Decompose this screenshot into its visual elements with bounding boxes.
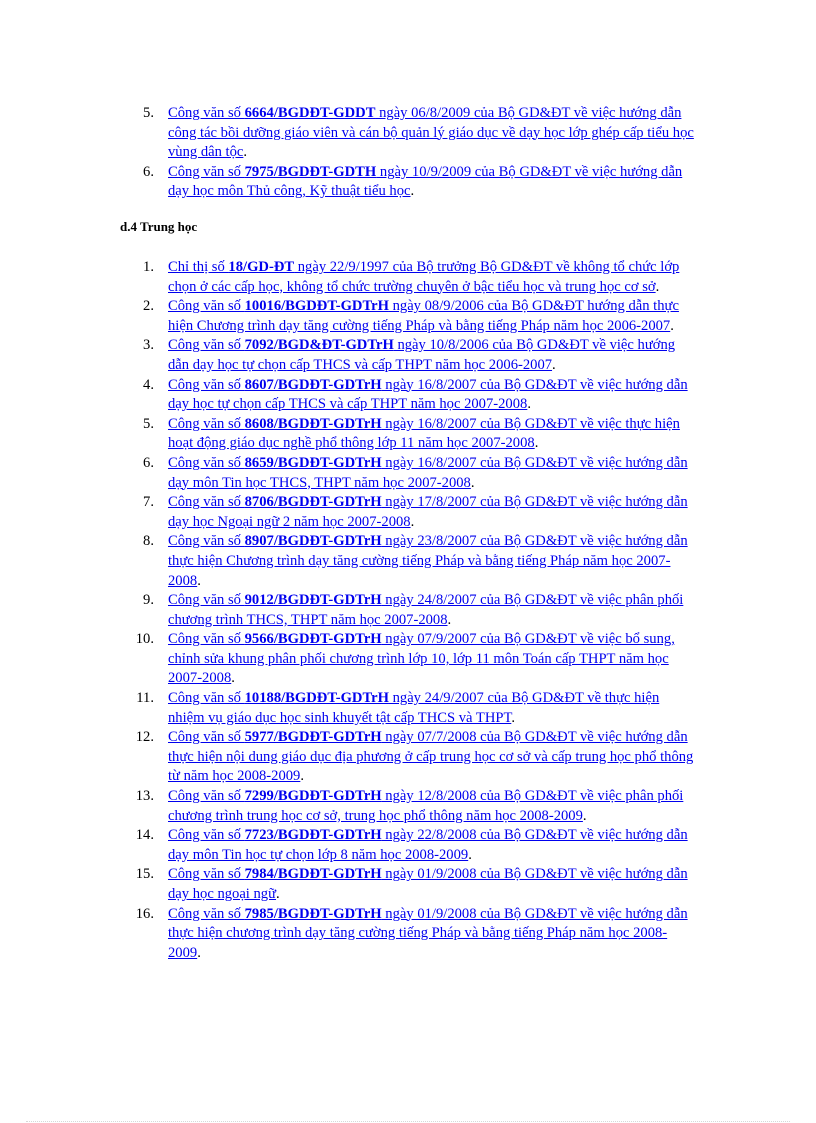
link-prefix: Công văn số xyxy=(168,298,245,315)
document-link[interactable] xyxy=(168,533,688,588)
list-item-number: 4. xyxy=(143,376,154,393)
item-terminator: . xyxy=(527,396,531,413)
document-link[interactable] xyxy=(168,788,683,824)
link-description: ngày 10/9/2009 của Bộ GD&ĐT về việc hướng dẫn dạy học môn Thủ công, Kỹ thuật tiểu học xyxy=(168,163,683,200)
link-description: ngày 10/8/2006 của Bộ GD&ĐT về việc hướng dẫn dạy học tự chọn cấp THCS và cấp THPT năm học 2006-2007 xyxy=(168,337,676,373)
list-item-number: 8. xyxy=(143,533,154,550)
link-description: ngày 07/9/2007 của Bộ GD&ĐT về việc bổ sung, chỉnh sửa khung phân phối chương trình lớp 10, lớp 11 môn Toán cấp THPT năm học 2007-2008 xyxy=(168,631,675,687)
link-prefix: Công văn số xyxy=(168,788,245,805)
item-terminator: . xyxy=(243,144,248,161)
link-prefix: Chỉ thị số xyxy=(168,259,229,275)
list-item-number: 1. xyxy=(143,259,154,275)
list-item xyxy=(0,104,816,163)
link-prefix: Công văn số xyxy=(168,533,245,550)
document-code: 8907/BGDĐT-GDTrH xyxy=(244,533,382,550)
document-code: 7985/BGDĐT-GDTrH xyxy=(244,905,382,922)
link-description: ngày 01/9/2008 của Bộ GD&ĐT về việc hướng dẫn thực hiện chương trình dạy tăng cường tiếng Pháp và bằng tiếng Pháp năm học 2008-2009 xyxy=(168,905,688,961)
item-terminator: . xyxy=(468,846,472,863)
list-primary-education xyxy=(0,104,816,202)
list-item-number: 5. xyxy=(143,415,154,432)
document-link[interactable] xyxy=(168,455,688,491)
list-item xyxy=(0,297,816,336)
item-terminator: . xyxy=(410,513,415,530)
item-terminator: . xyxy=(447,611,452,628)
list-item xyxy=(0,630,816,689)
list-item xyxy=(0,826,816,865)
link-description: ngày 17/8/2007 của Bộ GD&ĐT về việc hướng dẫn dạy học Ngoại ngữ 2 năm học 2007-2008 xyxy=(168,494,688,530)
link-description: ngày 08/9/2006 của Bộ GD&ĐT hướng dẫn thực hiện Chương trình dạy tăng cường tiếng Pháp và bằng tiếng Pháp năm học 2006-2007 xyxy=(168,298,679,334)
page-bottom-divider xyxy=(26,1121,790,1122)
link-description: ngày 23/8/2007 của Bộ GD&ĐT về việc hướng dẫn thực hiện Chương trình dạy tăng cường tiếng Pháp và bằng tiếng Pháp năm học 2007-2008 xyxy=(168,533,688,589)
document-link[interactable] xyxy=(168,416,680,452)
item-terminator: . xyxy=(552,356,556,373)
document-link[interactable] xyxy=(168,690,659,726)
document-code: 7092/BGD&ĐT-GDTrH xyxy=(244,337,394,354)
list-item xyxy=(0,865,816,904)
list-item-number: 6. xyxy=(143,163,154,180)
item-terminator: . xyxy=(655,278,660,295)
document-link[interactable] xyxy=(168,377,688,413)
link-prefix: Công văn số xyxy=(168,729,245,746)
document-link[interactable] xyxy=(168,827,688,863)
link-prefix: Công văn số xyxy=(168,494,245,511)
link-prefix: Công văn số xyxy=(168,163,245,180)
item-terminator: . xyxy=(231,670,235,687)
list-item-number: 5. xyxy=(143,105,154,121)
list-item-number: 9. xyxy=(143,592,154,609)
document-link[interactable] xyxy=(168,337,675,373)
item-terminator: . xyxy=(276,886,280,902)
list-item xyxy=(0,787,816,826)
document-code: 6664/BGDĐT-GDDT xyxy=(244,105,376,121)
list-item-number: 11. xyxy=(136,690,154,707)
link-prefix: Công văn số xyxy=(168,905,245,922)
link-description: ngày 06/8/2009 của Bộ GD&ĐT về việc hướng dẫn công tác bồi dưỡng giáo viên và cán bộ quản lý giáo dục về dạy học lớp ghép cấp tiểu học vùng dân tộc xyxy=(168,105,694,161)
link-description: ngày 12/8/2008 của Bộ GD&ĐT về việc phân phối chương trình trung học cơ sở, trung học phổ thông năm học 2008-2009 xyxy=(168,788,684,824)
list-item-number: 7. xyxy=(143,494,154,511)
section-heading: d.4 Trung học xyxy=(120,219,198,234)
list-item-number: 3. xyxy=(143,337,154,354)
document-code: 8607/BGDĐT-GDTrH xyxy=(244,376,382,393)
link-description: ngày 22/8/2008 của Bộ GD&ĐT về việc hướng dẫn dạy môn Tin học tự chọn lớp 8 năm học 2008-2009 xyxy=(168,827,688,863)
list-item xyxy=(0,415,816,454)
list-item xyxy=(0,163,816,202)
link-prefix: Công văn số xyxy=(168,415,245,432)
list-item xyxy=(0,493,816,532)
item-terminator: . xyxy=(582,807,587,824)
list-item xyxy=(0,591,816,630)
link-prefix: Công văn số xyxy=(168,376,245,393)
document-code: 8706/BGDĐT-GDTrH xyxy=(244,494,382,511)
list-item xyxy=(0,905,816,964)
document-link[interactable] xyxy=(168,906,688,961)
list-secondary-education xyxy=(0,258,816,963)
list-item-number: 10. xyxy=(135,631,154,648)
item-terminator: . xyxy=(470,474,475,491)
document-link[interactable] xyxy=(168,866,688,902)
list-item xyxy=(0,689,816,728)
list-item xyxy=(0,728,816,787)
link-prefix: Công văn số xyxy=(168,827,245,844)
list-item xyxy=(0,258,816,297)
link-description: ngày 24/9/2007 của Bộ GD&ĐT về thực hiện nhiệm vụ giáo dục học sinh khuyết tật cấp THCS và THPT xyxy=(168,690,660,726)
list-item xyxy=(0,376,816,415)
link-prefix: Công văn số xyxy=(168,866,245,883)
document-link[interactable] xyxy=(168,298,679,334)
document-code: 5977/BGDĐT-GDTrH xyxy=(244,729,382,746)
link-prefix: Công văn số xyxy=(168,592,245,609)
document-link[interactable] xyxy=(168,494,688,530)
document-link[interactable] xyxy=(168,259,679,295)
document-code: 18/GD-ĐT xyxy=(228,259,295,275)
item-terminator: . xyxy=(197,572,201,589)
document-link[interactable] xyxy=(168,592,683,628)
list-item-number: 6. xyxy=(143,454,154,471)
link-description: ngày 16/8/2007 của Bộ GD&ĐT về việc hướng dẫn dạy môn Tin học THCS, THPT năm học 2007-2008 xyxy=(168,454,688,491)
list-item-number: 12. xyxy=(135,729,154,746)
link-prefix: Công văn số xyxy=(168,690,245,707)
link-description: ngày 22/9/1997 của Bộ trưởng Bộ GD&ĐT về không tổ chức lớp chọn ở các cấp học, không tổ chức trường chuyên ở bậc tiểu học và trung học cơ sở xyxy=(168,259,680,295)
link-description: ngày 16/8/2007 của Bộ GD&ĐT về việc hướng dẫn dạy học tự chọn cấp THCS và cấp THPT năm học 2007-2008 xyxy=(168,376,688,413)
link-prefix: Công văn số xyxy=(168,631,245,648)
document-code: 9012/BGDĐT-GDTrH xyxy=(244,592,382,609)
list-item-number: 15. xyxy=(135,866,154,883)
document-link[interactable] xyxy=(168,729,693,784)
list-item-number: 2. xyxy=(143,298,154,315)
item-terminator: . xyxy=(511,709,515,726)
document-link[interactable] xyxy=(168,164,682,200)
link-prefix: Công văn số xyxy=(168,337,245,354)
document-link[interactable] xyxy=(168,631,675,686)
item-terminator: . xyxy=(670,317,674,334)
list-item-number: 14. xyxy=(135,827,154,844)
list-item xyxy=(0,336,816,375)
item-terminator: . xyxy=(300,768,304,785)
document-code: 10016/BGDĐT-GDTrH xyxy=(244,298,389,315)
item-terminator: . xyxy=(410,183,415,200)
item-terminator: . xyxy=(534,435,539,452)
document-code: 7984/BGDĐT-GDTrH xyxy=(244,866,382,883)
document-code: 8608/BGDĐT-GDTrH xyxy=(244,415,382,432)
document-code: 7975/BGDĐT-GDTH xyxy=(244,163,377,180)
list-item xyxy=(0,454,816,493)
document-code: 7723/BGDĐT-GDTrH xyxy=(244,827,382,844)
link-description: ngày 01/9/2008 của Bộ GD&ĐT về việc hướng dẫn dạy học ngoại ngữ xyxy=(168,866,688,902)
document-code: 10188/BGDĐT-GDTrH xyxy=(244,690,389,707)
link-description: ngày 16/8/2007 của Bộ GD&ĐT về việc thực hiện hoạt động giáo dục nghề phổ thông lớp 11 năm học 2007-2008 xyxy=(168,415,680,452)
link-description: ngày 07/7/2008 của Bộ GD&ĐT về việc hướng dẫn thực hiện nội dung giáo dục địa phương ở cấp trung học cơ sở và cấp trung học phổ thông từ năm học 2008-2009 xyxy=(168,729,694,785)
link-prefix: Công văn số xyxy=(168,105,245,121)
list-item xyxy=(0,532,816,591)
list-item-number: 16. xyxy=(135,905,154,922)
document-code: 9566/BGDĐT-GDTrH xyxy=(244,631,382,648)
item-terminator: . xyxy=(197,944,201,961)
list-item-number: 13. xyxy=(135,788,154,805)
document-code: 7299/BGDĐT-GDTrH xyxy=(244,788,382,805)
document-code: 8659/BGDĐT-GDTrH xyxy=(244,454,382,471)
link-prefix: Công văn số xyxy=(168,454,245,471)
link-description: ngày 24/8/2007 của Bộ GD&ĐT về việc phân phối chương trình THCS, THPT năm học 2007-2008 xyxy=(168,592,684,628)
